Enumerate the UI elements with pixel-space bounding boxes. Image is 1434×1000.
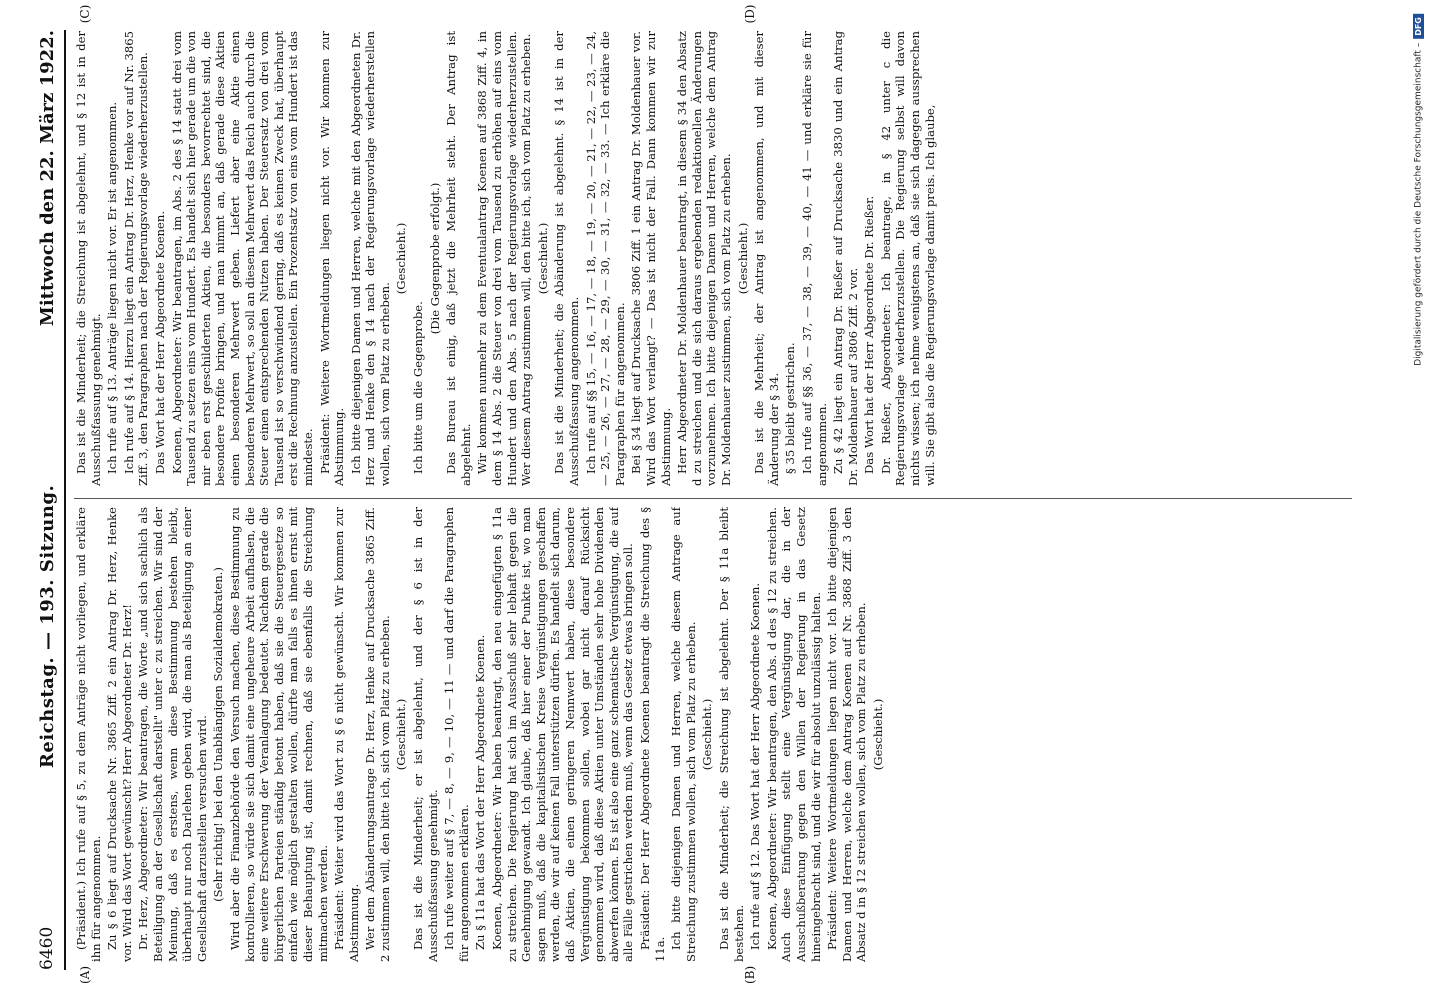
president-paragraph: Präsident: Weitere Wortmeldungen liegen nicht vor. Ich bitte diejenigen Damen und Herren, welche dem Antrag Koenen auf Nr. 3868 Ziff. 3 den Absatz d in § 12 streichen wollen, sich vom Platz zu erheben. xyxy=(825,507,869,962)
president-paragraph: Präsident: Weitere Wortmeldungen liegen nicht vor. Wir kommen zur Abstimmung. xyxy=(317,31,347,486)
paragraph: Bei § 34 liegt auf Drucksache 3806 Ziff. 1 ein Antrag Dr. Moldenhauer vor. Wird das Wort verlangt? — Das ist nicht der Fall. Dann kommen wir zur Abstimmung. xyxy=(629,31,673,486)
paragraph: Ich rufe auf §§ 36, — 37, — 38, — 39, — 40, — 41 — und erkläre sie für angenommen. xyxy=(799,31,829,486)
right-column xyxy=(74,31,1352,486)
stage-direction: (Geschieht.) xyxy=(735,222,750,295)
margin-mark-a: (A) xyxy=(78,965,92,984)
session-date: Mittwoch den 22. März 1922. xyxy=(36,30,58,327)
paragraph: Zu § 6 liegt auf Drucksache Nr. 3865 Ziff. 2 ein Antrag Dr. Herz, Henke vor. Wird das Wort gewünscht? Herr Abgeordneter Dr. Herz! xyxy=(105,507,134,962)
paragraph: Ich bitte diejenigen Damen und Herren, welche mit den Abgeordneten Dr. Herz und Henke den § 14 nach der Regierungsvorlage wiederherstellen wollen, sich vom Platz zu erheben. xyxy=(348,31,392,486)
stage-direction: (Die Gegenprobe erfolgt.) xyxy=(427,182,442,335)
paragraph: Ich rufe auf § 13. Anträge liegen nicht vor. Er ist angenommen. xyxy=(105,101,120,474)
speech-paragraph: Dr. Herz, Abgeordneter: Wir beantragen, die Worte „und sich sachlich als Beteiligung an der Gesellschaft darstellt" unter c zu streichen. Wir sind der Meinung, daß es erstens, wenn diese Bestimmung bestehen bleibt, überhaupt nur noch Darlehen geben wird, die man als Beteiligung an einer Gesellschaft darzustellen versuchen wird. xyxy=(136,507,209,962)
column-divider xyxy=(74,498,1352,499)
paragraph: § 35 bleibt gestrichen. xyxy=(783,342,798,474)
president-paragraph: Präsident: Der Herr Abgeordnete Koenen beantragt die Streichung des § 11a. xyxy=(637,507,667,962)
stage-direction: (Geschieht.) xyxy=(870,698,885,771)
dfg-logo: DFG xyxy=(1413,14,1424,39)
paragraph: Ich rufe auf § 12. Das Wort hat der Herr Abgeordnete Koenen. xyxy=(748,582,763,950)
paragraph: Ich bitte um die Gegenprobe. xyxy=(411,301,426,474)
paragraph: Wird aber die Finanzbehörde den Versuch machen, diese Bestimmung zu kontrollieren, so würde sie sich damit eine ungeheure Arbeit aufhalsen, die eine weitere Erschwerung der Veranlagung bedeutet. Nachdem gerade die bürgerlichen Parteien ständig betont haben, daß sie die Steuergesetze so einfach wie möglich gestalten wollen, dürfte man falls es ihnen ernst mit dieser Behauptung ist, damit rechnen, daß sie ebenfalls die Streichung mitmachen werden. xyxy=(227,507,330,962)
paragraph: Zu § 11a hat das Wort der Herr Abgeordnete Koenen. xyxy=(473,634,488,950)
paragraph: Ich rufe auf § 14. Hierzu liegt ein Antrag Dr. Herz, Henke vor auf Nr. 3865 Ziff. 3, den Paragraphen nach der Regierungsvorlage wiederherzustellen. xyxy=(121,31,151,486)
paragraph: Wir kommen nunmehr zu dem Eventualantrag Koenen auf 3868 Ziff. 4, in dem § 14 Abs. 2 die Steuer von drei vom Tausend zu erhöhen auf eins vom Hundert und den Abs. 5 nach der Regierungsvorlage wiederherzustellen. Wer diesem Antrag zustimmen will, den bitte ich, sich vom Platz zu erheben. xyxy=(475,31,534,486)
speech-paragraph: Dr. Rießer, Abgeordneter: Ich beantrage, in § 42 unter c die Regierungsvorlage wiederherzustellen. Die Regierung selbst will davon nichts wissen; ich nehme wenigstens an, daß sie sich dagegen aussprechen will. Sie gibt also die Regierungsvorlage damit preis. Ich glaube, xyxy=(878,31,937,486)
paragraph: Herr Abgeordneter Dr. Moldenhauer beantragt, in diesem § 34 den Absatz d zu streichen und die sich daraus ergebenden redaktionellen Änderungen vorzunehmen. Ich bitte diejenigen Damen und Herren, welche dem Antrag Dr. Moldenhauer zustimmen, sich vom Platz zu erheben. xyxy=(675,31,733,486)
paragraph: Das Bureau ist einig, daß jetzt die Mehrheit steht. Der Antrag ist abgelehnt. xyxy=(444,31,473,486)
paragraph: Das ist die Minderheit; die Streichung ist abgelehnt, und § 12 ist in der Ausschußfassung genehmigt. xyxy=(74,31,103,486)
paragraph: Ich rufe weiter auf § 7, — 8, — 9, — 10, — 11 — und darf die Paragraphen für angenommen erklären. xyxy=(442,507,471,962)
stage-direction: (Geschieht.) xyxy=(535,222,550,295)
interjection: (Sehr richtig! bei den Unabhängigen Sozialdemokraten.) xyxy=(211,567,226,902)
page-number: 6460 xyxy=(37,926,57,970)
running-head xyxy=(30,30,66,970)
stage-direction: (Geschieht.) xyxy=(700,698,715,771)
paragraph: Das ist die Minderheit; die Abänderung ist abgelehnt. § 14 ist in der Ausschußfassung angenommen. xyxy=(552,31,581,486)
paragraph: Ich rufe auf §§ 15, — 16, — 17, — 18, — 19, — 20, — 21, — 22, — 23, — 24, — 25, — 26, — 27, — 28, — 29, — 30, — 31, — 32, — 33. — Ich erkläre die Paragraphen für angenommen. xyxy=(583,31,627,486)
speech-paragraph: Koenen, Abgeordneter: Wir beantragen, im Abs. 2 des § 14 statt drei vom Tausend zu setzen eins vom Hundert. Es handelt sich hier gerade um die von mir eben erst geschilderten Aktien, die besonders bevorrechtet sind, die besondere Profite bringen, und man nimmt an, daß gerade diese Aktien einen besonderen Mehrwert geben. Liefert aber eine Aktie einen besonderen Mehrwert, so soll an diesem Mehrwert das Reich auch durch die Steuer einen entsprechenden Nutzen haben. Der Steuersatz von drei vom Tausend ist so verschwindend gering, daß es keinen Zweck hat, überhaupt erst die Rechnung anzustellen. Ein Prozentsatz von eins vom Hundert ist das mindeste. xyxy=(169,31,315,486)
stage-direction: (Geschieht.) xyxy=(394,698,409,771)
paragraph: Das ist die Mehrheit; der Antrag ist angenommen, und mit dieser Änderung der § 34. xyxy=(752,31,781,486)
paragraph: Das ist die Minderheit; er ist abgelehnt, und der § 6 ist in der Ausschußfassung genehmigt. xyxy=(411,507,440,962)
document-page xyxy=(8,4,1382,990)
paragraph: Das ist die Minderheit; die Streichung ist abgelehnt. Der § 11a bleibt bestehen. xyxy=(716,507,746,962)
paragraph: Das Wort hat der Herr Abgeordnete Koenen. xyxy=(152,210,167,474)
speech-paragraph: Koenen, Abgeordneter: Wir beantragen, den Abs. d des § 12 zu streichen. Auch diese Einfügung stellt eine Vergünstigung dar, die in der Ausschußberatung gegen den Willen der Regierung in das Gesetz hineingebracht sind, und die wir für absolut unzulässig halten. xyxy=(764,507,823,962)
stage-direction: (Geschieht.) xyxy=(394,222,409,295)
margin-mark-b: (B) xyxy=(743,965,757,984)
digitization-credit xyxy=(1413,14,1424,366)
page-title: Reichstag. — 193. Sitzung. xyxy=(36,484,58,769)
speech-paragraph: Koenen, Abgeordneter: Wir haben beantragt, den neu eingefügten § 11a zu streichen. Die Regierung hat sich im Ausschuß sehr lebhaft gegen die Genehmigung gewandt. Ich glaube, daß hier einer der Punkte ist, wo man sagen muß, daß die kapitalistischen Kreise Vergünstigungen geschaffen werden, die wir auf keinen Fall unterstützen dürfen. Es handelt sich darum, daß Aktien, die einen geringeren Nennwert haben, diese besondere Vergünstigung bekommen sollen, wobei gar nicht darauf Rücksicht genommen wird, daß diese Aktien unter Umständen sehr hohe Dividenden abwerfen können. Es ist also eine ganz schematische Vergünstigung, die auf alle Fälle gestrichen werden muß, wenn das Gesetz etwas bringen soll. xyxy=(490,507,636,962)
margin-mark-d: (D) xyxy=(743,4,757,24)
paragraph: Zu § 42 liegt ein Antrag Dr. Rießer auf Drucksache 3830 und ein Antrag Dr. Moldenhauer auf 3806 Ziff. 2 vor. xyxy=(831,31,860,486)
paragraph: Wer dem Abänderungsantrage Dr. Herz, Henke auf Drucksache 3865 Ziff. 2 zustimmen will, den bitte ich, sich vom Platz zu erheben. xyxy=(363,507,392,962)
paragraph: (Präsident.) Ich rufe auf § 5, zu dem Anträge nicht vorliegen, und erkläre ihn für angenommen. xyxy=(74,507,103,962)
margin-mark-c: (C) xyxy=(78,4,92,24)
credit-text: Digitalisierung gefördert durch die Deutsche Forschungsgemeinschaft – xyxy=(1413,42,1424,366)
paragraph: Das Wort hat der Herr Abgeordnete Dr. Rießer. xyxy=(862,195,877,474)
paragraph: Ich bitte diejenigen Damen und Herren, welche diesem Antrage auf Streichung zustimmen wollen, sich vom Platz zu erheben. xyxy=(669,507,698,962)
left-column xyxy=(74,507,1352,962)
president-paragraph: Präsident: Weiter wird das Wort zu § 6 nicht gewünscht. Wir kommen zur Abstimmung. xyxy=(332,507,361,962)
